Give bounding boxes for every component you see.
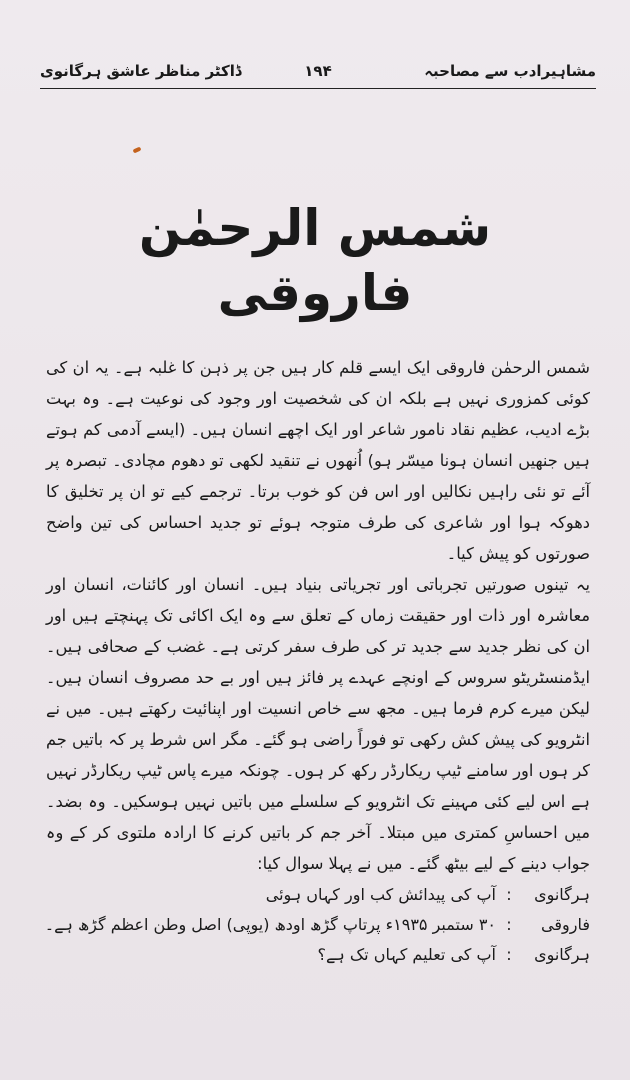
chapter-title: شمس الرحمٰن فاروقی [138, 199, 492, 322]
interview-line [46, 880, 590, 910]
paragraph: یہ تینوں صورتیں تجرباتی اور تجریاتی بنیاد ہیں۔ انسان اور کائنات، انسان اور معاشرہ اور ذات اور حقیقت زماں کے تعلق سے وہ ایک اکائی تک پہنچتے ہیں اور ان کی نظر جدید سے جدید تر کی طرف سفر کرتی ہے۔ غضب کے صحافی ہیں۔ ایڈمنسٹریٹو سروس کے اونچے عہدے پر فائز ہیں اور بے حد مصروف انسان ہیں۔ لیکن میرے کرم فرما ہیں۔ مجھ سے خاص انسیت اور اپنائیت رکھتے ہیں۔ میں نے انٹرویو کی پیش کش رکھی تو فوراً راضی ہو گئے۔ مگر اس شرط پر کہ باتیں جم کر ہوں اور سامنے ٹیپ ریکارڈر رکھ کر ہوں۔ چونکہ میرے پاس ٹیپ ریکارڈر نہیں ہے اس لیے کئی مہینے تک انٹرویو کے سلسلے میں باتیں نہیں ہوسکیں۔ وہ بضد۔ میں احساسِ کمتری میں مبتلا۔ آخر جم کر باتیں کرنے کا ارادہ ملتوی کر کے وہ جواب دینے کے لیے بیٹھ گئے۔ میں نے پہلا سوال کیا: [46, 575, 590, 873]
speaker-colon: : [506, 945, 512, 964]
interview-text: آپ کی پیدائش کب اور کہاں ہوئی [265, 885, 496, 904]
speaker-name: فاروقی [541, 915, 590, 934]
header-book-title: مشاہیرادب سے مصاحبہ [424, 62, 596, 80]
body-text [46, 352, 590, 879]
speaker-name: ہرگانوی [534, 885, 590, 904]
header-author: ڈاکٹر مناظر عاشق ہرگانوی [40, 62, 242, 80]
running-header [40, 58, 596, 88]
speaker-colon: : [506, 915, 512, 934]
interview-text: ۳۰ ستمبر ۱۹۳۵ء پرتاپ گڑھ اودھ (یوپی) اصل وطن اعظم گڑھ ہے۔ [44, 915, 496, 934]
header-page-number: ۱۹۴ [304, 62, 332, 80]
paragraph: شمس الرحمٰن فاروقی ایک ایسے قلم کار ہیں جن پر ذہن کا غلبہ ہے۔ یہ ان کی کوئی کمزوری نہیں ہے بلکہ ان کی شخصیت اور وجود کی نوعیت ہے۔ وہ بہت بڑے ادیب، عظیم نقاد نامور شاعر اور ایک اچھے انسان ہیں۔ (ایسے آدمی کم ہوتے ہیں جنھیں انسان ہونا میسّر ہو) اُنھوں نے تنقید لکھی تو دھوم مچادی۔ تبصرہ پر آئے تو نئی راہیں نکالیں اور اس فن کو خوب برتا۔ ترجمے کیے تو ان پر تخلیق کا دھوکہ ہوا اور شاعری کی طرف متوجہ ہوئے تو جدید احساس کی تین واضح صورتوں کو پیش کیا۔ [46, 358, 590, 563]
header-rule [40, 88, 596, 89]
interview-text: آپ کی تعلیم کہاں تک ہے؟ [317, 945, 496, 964]
speaker-name: ہرگانوی [534, 945, 590, 964]
interview-line [46, 940, 590, 970]
interview-section [46, 880, 590, 970]
interview-line [46, 910, 590, 940]
ink-mark [133, 146, 142, 153]
speaker-colon: : [506, 885, 512, 904]
